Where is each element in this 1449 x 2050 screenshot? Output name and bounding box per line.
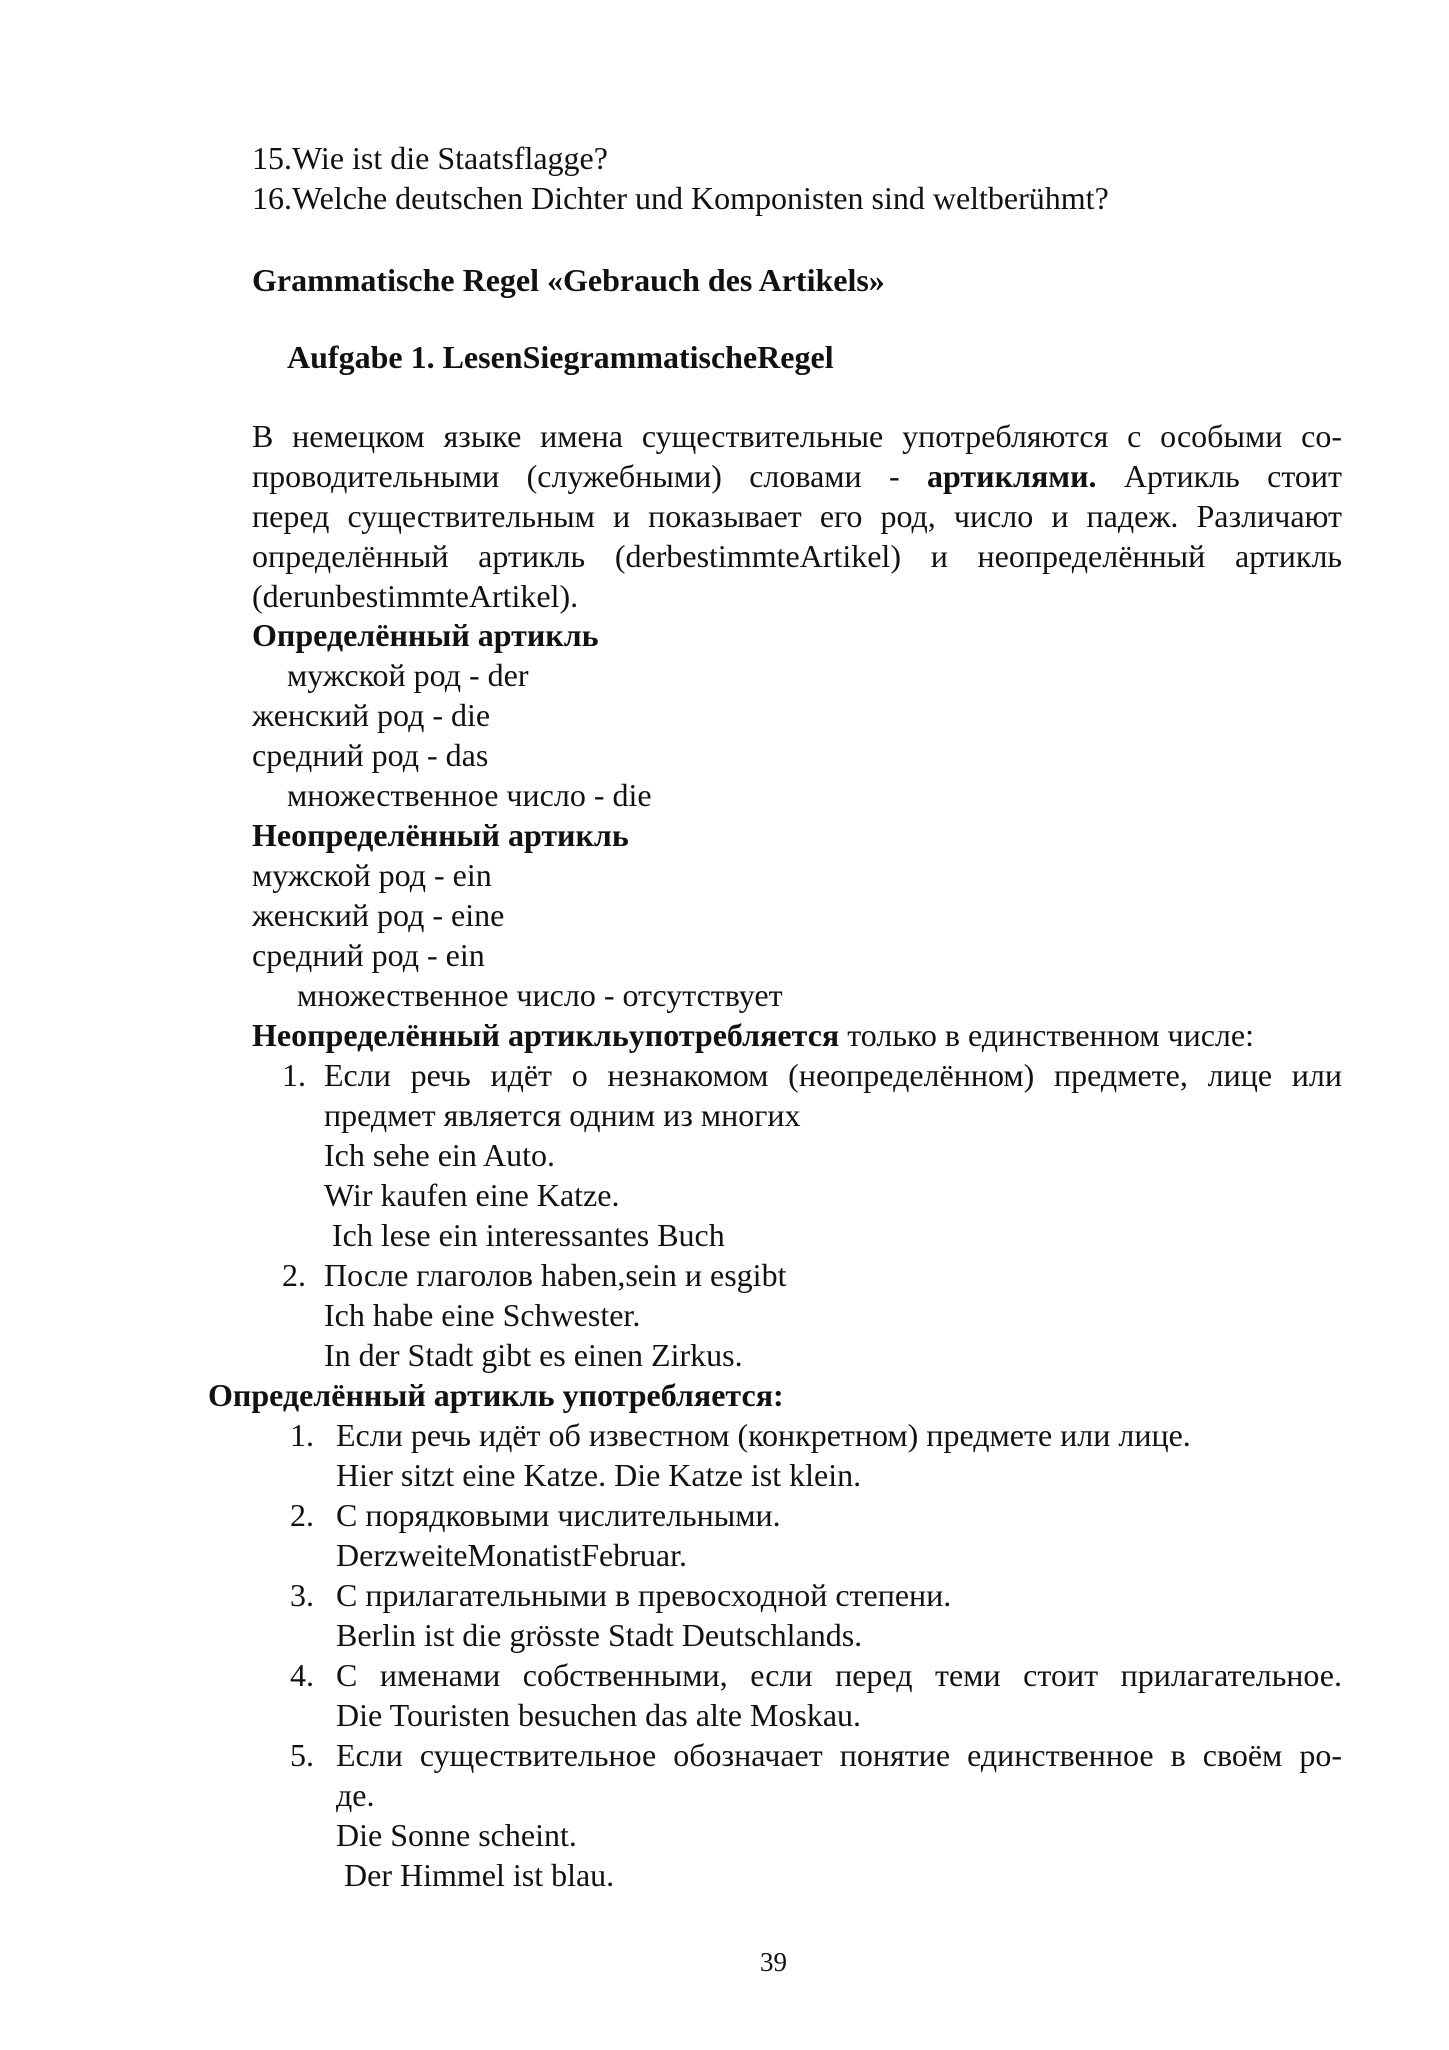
definite-item-5-line-2: де. <box>336 1777 375 1813</box>
intro-line-2-end: Артикль стоит <box>1096 458 1343 494</box>
definite-item-4-number: 4. <box>290 1657 314 1693</box>
definite-item-4-line-1: С именами собственными, если перед теми стоит прилагательное. <box>336 1657 1342 1693</box>
definite-item-5-line-1: Если существительное обозначает понятие единственное в своём ро- <box>336 1737 1342 1773</box>
indefinite-item-1-example-2: Wir kaufen eine Katze. <box>324 1177 620 1213</box>
definite-item-5-number: 5. <box>290 1737 314 1773</box>
definite-item-3-example: Berlin ist die grösste Stadt Deutschlands. <box>336 1617 863 1653</box>
definite-item-4-example: Die Touristen besuchen das alte Moskau. <box>336 1697 862 1733</box>
indefinite-item-1-number: 1. <box>282 1057 306 1093</box>
indefinite-item-2-example-2: In der Stadt gibt es einen Zirkus. <box>324 1337 743 1373</box>
indefinite-row-feminine: женский род - eine <box>252 897 505 933</box>
indefinite-item-1-line-2: предмет является одним из многих <box>324 1097 801 1133</box>
section-title: Grammatische Regel «Gebrauch des Artikels» <box>252 262 885 298</box>
intro-line-4: определённый артикль (derbestimmteArtikel) и неопределённый артикль <box>252 538 1342 574</box>
intro-line-5: (derunbestimmteArtikel). <box>252 578 579 614</box>
definite-item-5-example-1: Die Sonne scheint. <box>336 1817 577 1853</box>
indefinite-item-1-example-3: Ich lese ein interessantes Buch <box>324 1217 725 1253</box>
intro-line-3: перед существительным и показывает его род, число и падеж. Различают <box>252 498 1342 534</box>
task-title: Aufgabe 1. LesenSiegrammatischeRegel <box>287 339 834 375</box>
intro-line-2 <box>252 458 1342 494</box>
definite-item-2-number: 2. <box>290 1497 314 1533</box>
indefinite-row-masculine: мужской род - ein <box>252 857 492 893</box>
intro-term-articles: артиклями. <box>927 458 1097 494</box>
indefinite-row-neuter: средний род - ein <box>252 937 485 973</box>
definite-row-masculine: мужской род - der <box>287 657 529 693</box>
indefinite-usage-heading-bold: Неопределённый артикльупотребляется <box>252 1017 840 1053</box>
definite-usage-heading: Определённый артикль употребляется: <box>208 1377 784 1413</box>
indefinite-item-1-line-1: Если речь идёт о незнакомом (неопределённом) предмете, лице или <box>324 1057 1342 1093</box>
page-number: 39 <box>760 1947 787 1977</box>
question-16: 16.Welche deutschen Dichter und Komponisten sind weltberühmt? <box>252 180 1109 216</box>
indefinite-row-plural: множественное число - отсутствует <box>297 977 783 1013</box>
question-15: 15.Wie ist die Staatsflagge? <box>252 140 608 176</box>
definite-item-1-line-1: Если речь идёт об известном (конкретном) предмете или лице. <box>336 1417 1191 1453</box>
definite-item-5-example-2: Der Himmel ist blau. <box>336 1857 615 1893</box>
intro-line-1: В немецком языке имена существительные употребляются с особыми со- <box>252 418 1342 454</box>
definite-item-1-example: Hier sitzt eine Katze. Die Katze ist klein. <box>336 1457 862 1493</box>
indefinite-item-2-example-1: Ich habe eine Schwester. <box>324 1297 641 1333</box>
definite-row-feminine: женский род - die <box>252 697 491 733</box>
indefinite-item-2-number: 2. <box>282 1257 306 1293</box>
definite-item-2-example: DerzweiteMonatistFebruar. <box>336 1537 687 1573</box>
indefinite-item-1-example-1: Ich sehe ein Auto. <box>324 1137 556 1173</box>
indefinite-usage-heading-rest: только в единственном числе: <box>839 1017 1254 1053</box>
intro-line-2-start: проводительными (служебными) словами - <box>252 458 928 494</box>
definite-item-3-line-1: С прилагательными в превосходной степени. <box>336 1577 952 1613</box>
indefinite-heading: Неопределённый артикль <box>252 817 629 853</box>
definite-item-1-number: 1. <box>290 1417 314 1453</box>
indefinite-item-2-line-1: После глаголов haben,sein и esgibt <box>324 1257 787 1293</box>
definite-heading: Определённый артикль <box>252 617 599 653</box>
definite-row-neuter: средний род - das <box>252 737 489 773</box>
definite-row-plural: множественное число - die <box>287 777 652 813</box>
indefinite-usage-heading <box>252 1017 1254 1053</box>
definite-item-3-number: 3. <box>290 1577 314 1613</box>
definite-item-2-line-1: С порядковыми числительными. <box>336 1497 781 1533</box>
